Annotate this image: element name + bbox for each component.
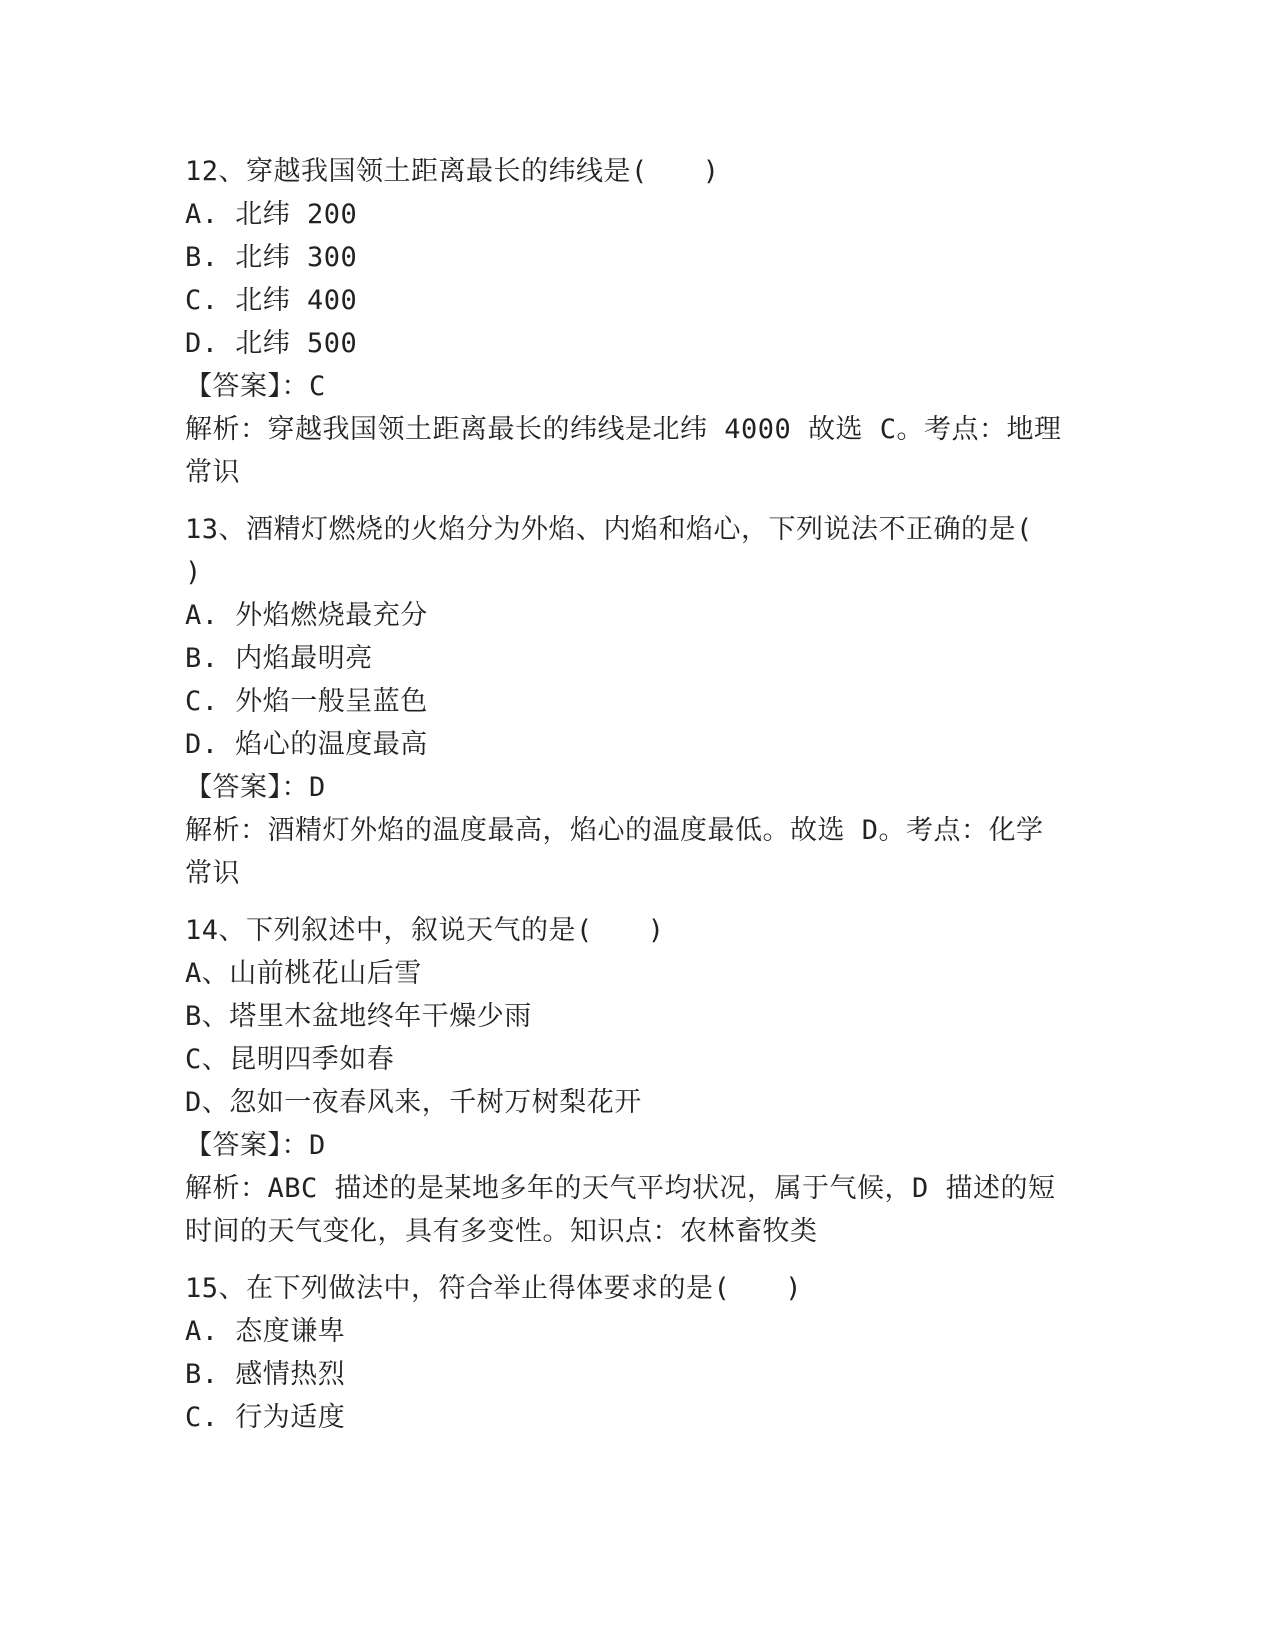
question-14 (185, 909, 1090, 1253)
analysis-line-2: 时间的天气变化，具有多变性。知识点：农林畜牧类 (185, 1216, 818, 1247)
answer: 【答案】：D (185, 772, 326, 803)
question-stem-line-1: 13、酒精灯燃烧的火焰分为外焰、内焰和焰心，下列说法不正确的是( (185, 514, 1033, 545)
question-15 (185, 1267, 1090, 1439)
analysis-line-1: 解析：酒精灯外焰的温度最高，焰心的温度最低。故选 D。考点：化学 (185, 815, 1044, 846)
option-b: B、塔里木盆地终年干燥少雨 (185, 1001, 532, 1032)
option-a: A. 态度谦卑 (185, 1316, 346, 1347)
question-13 (185, 508, 1090, 895)
option-a: A. 北纬 200 (185, 199, 358, 230)
question-stem: 14、下列叙述中，叙说天气的是( ) (185, 915, 665, 946)
option-b: B. 北纬 300 (185, 242, 358, 273)
option-d: D. 北纬 500 (185, 328, 358, 359)
option-a: A、山前桃花山后雪 (185, 958, 422, 989)
option-d: D、忽如一夜春风来，千树万树梨花开 (185, 1087, 642, 1118)
analysis-line-1: 解析：穿越我国领土距离最长的纬线是北纬 4000 故选 C。考点：地理 (185, 414, 1062, 445)
question-12 (185, 150, 1090, 494)
document-page (185, 150, 1090, 1453)
option-c: C、昆明四季如春 (185, 1044, 395, 1075)
question-stem-line-2: ) (185, 557, 202, 588)
option-c: C. 行为适度 (185, 1402, 346, 1433)
analysis-line-2: 常识 (185, 858, 240, 889)
question-stem: 12、穿越我国领土距离最长的纬线是( ) (185, 156, 720, 187)
question-stem: 15、在下列做法中，符合举止得体要求的是( ) (185, 1273, 803, 1304)
option-a: A. 外焰燃烧最充分 (185, 600, 428, 631)
analysis-line-1: 解析：ABC 描述的是某地多年的天气平均状况，属于气候，D 描述的短 (185, 1173, 1056, 1204)
analysis-line-2: 常识 (185, 457, 240, 488)
option-b: B. 感情热烈 (185, 1359, 346, 1390)
option-c: C. 外焰一般呈蓝色 (185, 686, 428, 717)
option-b: B. 内焰最明亮 (185, 643, 373, 674)
option-c: C. 北纬 400 (185, 285, 358, 316)
answer: 【答案】：C (185, 371, 326, 402)
option-d: D. 焰心的温度最高 (185, 729, 428, 760)
answer: 【答案】：D (185, 1130, 326, 1161)
